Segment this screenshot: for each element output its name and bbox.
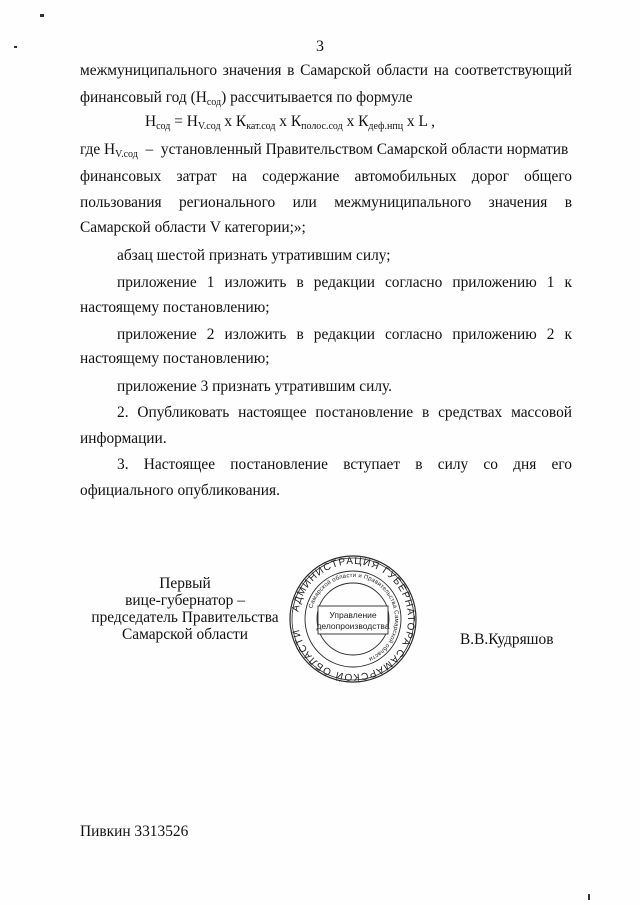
scan-speck [40,14,44,17]
signer-title [90,575,280,643]
body-line: настоящему постановлению; [80,350,270,367]
body-line: 3. Настоящее постановление вступает в силу со дня его [117,456,572,473]
stamp-inner-text: Самарской области и Правительства Самарской области [308,572,400,662]
body-line: приложение 2 изложить в редакции согласно приложению 2 к [117,326,572,343]
body-line: межмуниципального значения в Самарской области на соответствующий [80,62,572,79]
body-line: 2. Опубликовать настоящее постановление в средствах массовой [117,404,572,421]
stamp-center-line: Управление [329,610,377,620]
stamp-center-line: делопроизводства [316,621,390,631]
body-line: финансовый год $(Н_{сод})$ рассчитывается по формуле [80,89,413,108]
executor-info: Пивкин 3313526 [80,823,189,840]
body-line: приложение 1 изложить в редакции согласно приложению 1 к [117,274,572,291]
body-line: Самарской области V категории;»; [80,219,306,236]
body-line: финансовых затрат на содержание автомобильных дорог общего [80,168,572,185]
body-line: абзац шестой признать утратившим силу; [117,247,391,264]
scan-speck [588,894,590,900]
signer-name: В.В.Кудряшов [460,631,554,648]
body-line: официального опубликования. [80,482,280,499]
body-line: где $Н_{V.сод}$ – установленный Правительством Самарской области норматив [80,141,569,160]
official-stamp [288,554,418,684]
body-line: настоящему постановлению; [80,299,270,316]
body-line: пользования регионального или межмуниципального значения в [80,194,572,211]
page-number: 3 [316,38,324,55]
body-line: приложение 3 признать утратившим силу. [117,378,393,395]
body-line: информации. [80,430,167,447]
stamp-outer-text: АДМИНИСТРАЦИЯ ГУБЕРНАТОРА САМАРСКОЙ ОБЛАСТИ [290,555,417,683]
signer-title-line: вице-губернатор – [125,592,245,609]
formula: $Н_{сод} = Н_{V.сод}$ х $К_{кат.сод}$ х $К_{полос.сод}$ х $К_{деф.нпц}$ х L , [144,113,435,132]
signer-title-line: Самарской области [121,626,248,643]
signer-title-line: председатель Правительства [91,609,279,626]
signer-title-line: Первый [159,575,211,592]
